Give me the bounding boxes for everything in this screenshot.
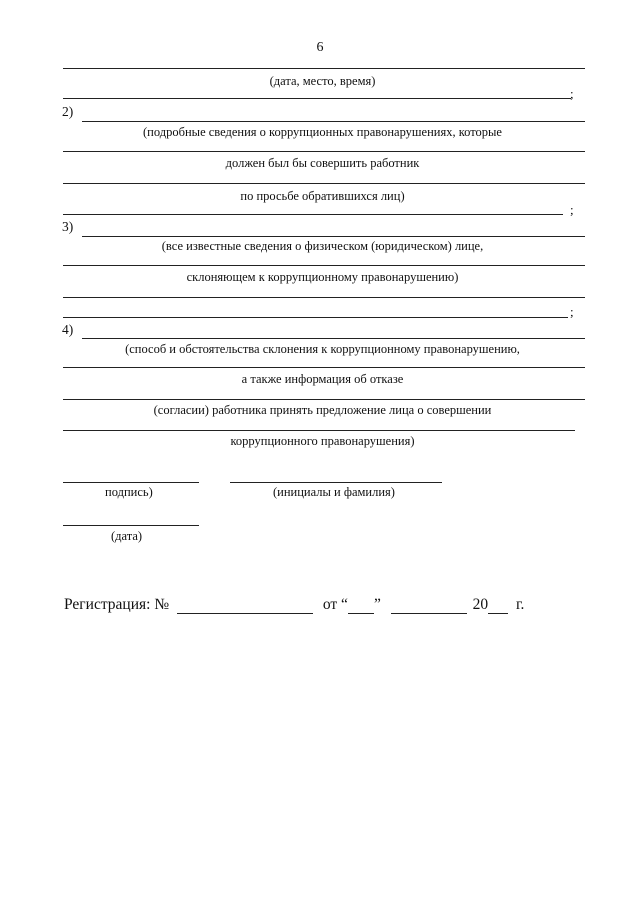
section-number: 3) xyxy=(62,219,74,234)
field-line xyxy=(63,183,585,184)
field-line xyxy=(63,367,585,368)
registration-number-field[interactable] xyxy=(177,598,313,614)
caption-line: по просьбе обратившихся лиц) xyxy=(240,189,405,203)
caption-line: должен был бы совершить работник xyxy=(225,156,420,170)
end-mark: ; xyxy=(570,202,574,217)
signature-line xyxy=(63,482,199,483)
field-line xyxy=(63,399,585,400)
caption-line: а также информация об отказе xyxy=(241,372,404,386)
caption-line: коррупционного правонарушения) xyxy=(230,434,415,448)
signature-label: подпись) xyxy=(105,485,153,499)
caption-line: (согласии) работника принять предложение лица о совершении xyxy=(153,403,492,417)
section-number: 2) xyxy=(62,104,74,119)
field-line xyxy=(63,68,585,69)
page-number: 6 xyxy=(316,40,324,55)
end-mark: ; xyxy=(570,304,574,319)
field-line xyxy=(63,297,585,298)
registration-month-field[interactable] xyxy=(391,598,467,614)
field-line xyxy=(63,151,585,152)
field-line xyxy=(82,236,585,237)
end-mark: ; xyxy=(570,86,574,101)
field-line xyxy=(63,317,568,318)
field-line xyxy=(63,265,585,266)
field-line xyxy=(63,98,571,99)
registration-year-prefix: 20 xyxy=(472,596,489,613)
name-line xyxy=(230,482,442,483)
registration-from-label: от “ xyxy=(322,596,348,613)
section-number: 4) xyxy=(62,322,74,337)
field-line xyxy=(63,214,563,215)
registration-year-suffix: г. xyxy=(515,596,525,613)
caption-line: (все известные сведения о физическом (юридическом) лице, xyxy=(161,239,484,253)
name-label: (инициалы и фамилия) xyxy=(273,485,395,499)
caption-line: (подробные сведения о коррупционных правонарушениях, которые xyxy=(143,125,502,139)
field-line xyxy=(82,121,585,122)
date-label: (дата) xyxy=(111,529,143,543)
registration-day-field[interactable] xyxy=(348,598,374,614)
caption-line: (способ и обстоятельства склонения к коррупционному правонарушению, xyxy=(125,342,520,356)
registration-quote-close: ” xyxy=(373,596,381,613)
field-line xyxy=(63,430,575,431)
caption-line: склоняющем к коррупционному правонарушению) xyxy=(186,270,459,284)
date-line xyxy=(63,525,199,526)
registration-row xyxy=(64,596,524,614)
caption-date-place-time: (дата, место, время) xyxy=(269,74,376,88)
registration-label: Регистрация: № xyxy=(64,596,170,613)
registration-year-field[interactable] xyxy=(488,598,508,614)
field-line xyxy=(82,338,585,339)
